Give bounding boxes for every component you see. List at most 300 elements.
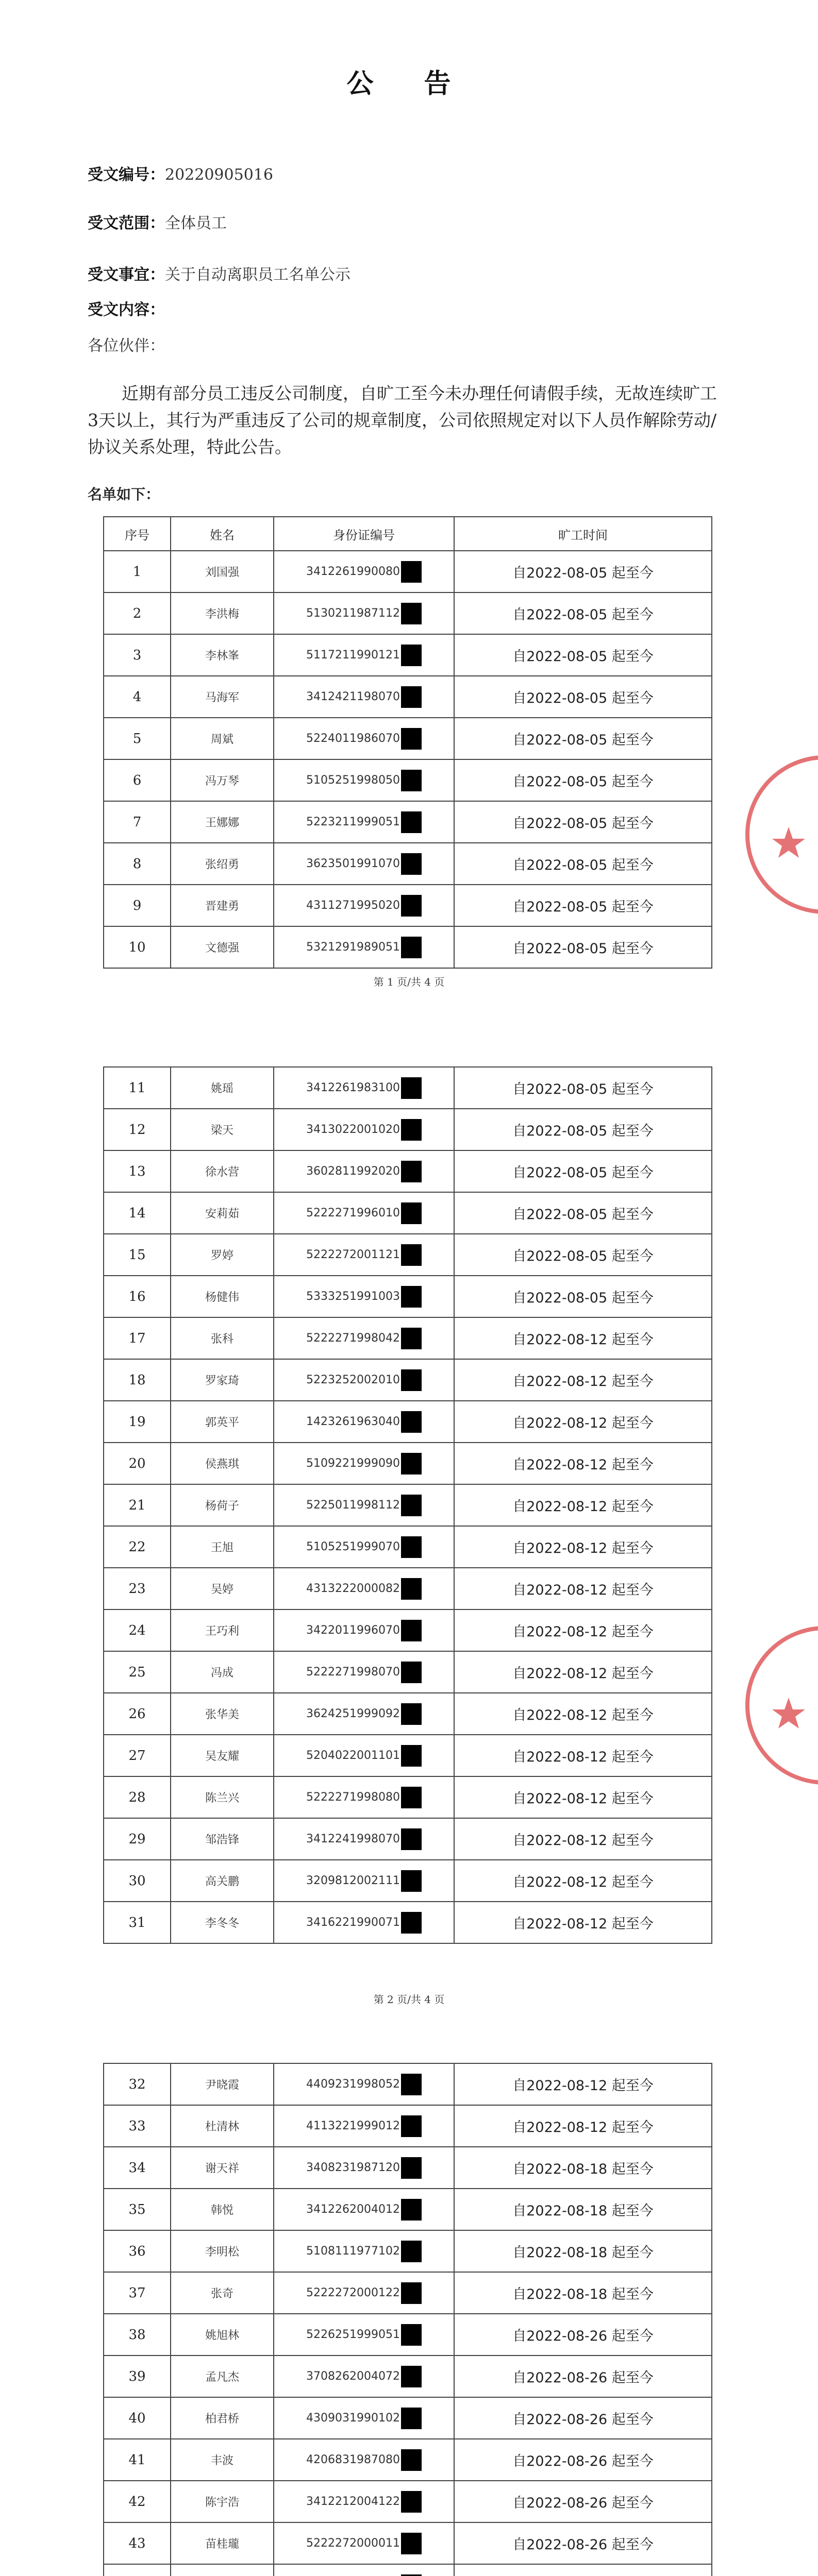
row-id-cell	[274, 1401, 454, 1443]
redaction-block	[401, 2241, 422, 2262]
row-seq: 13	[104, 1150, 171, 1192]
row-seq: 23	[104, 1568, 171, 1609]
row-id-number: 5222271998070	[306, 1666, 400, 1679]
row-name: 谢天祥	[171, 2147, 274, 2189]
table-header-row	[104, 517, 712, 551]
table-row	[104, 1276, 712, 1317]
row-id-cell	[274, 2481, 454, 2522]
row-id-cell	[274, 1234, 454, 1276]
row-id-number: 5222272000011	[306, 2537, 400, 2550]
row-seq	[104, 2564, 171, 2576]
row-id-number: 3209812002111	[306, 1874, 400, 1887]
row-seq: 21	[104, 1484, 171, 1526]
row-seq: 33	[104, 2105, 171, 2147]
table-row	[104, 2439, 712, 2481]
row-id-cell	[274, 1484, 454, 1526]
row-id-number: 5108111977102	[306, 2245, 400, 2258]
redaction-block	[401, 2533, 422, 2554]
row-seq: 5	[104, 718, 171, 759]
row-seq: 20	[104, 1443, 171, 1484]
employee-table-page-1	[103, 516, 712, 969]
table-row	[104, 2189, 712, 2230]
row-name: 安莉茹	[171, 1192, 274, 1234]
row-name: 韩悦	[171, 2189, 274, 2230]
row-name: 姚瑶	[171, 1067, 274, 1109]
row-absence-time: 自2022-08-05 起至今	[454, 551, 712, 592]
row-name: 王旭	[171, 1526, 274, 1568]
row-seq: 16	[104, 1276, 171, 1317]
row-id-number: 5321291989051	[306, 941, 400, 954]
redaction-block	[401, 2074, 422, 2095]
redaction-block	[401, 2408, 422, 2429]
row-name: 王娜娜	[171, 801, 274, 843]
row-name: 冯成	[171, 1651, 274, 1693]
row-seq: 31	[104, 1902, 171, 1943]
table-row	[104, 1818, 712, 1860]
table-row	[104, 1735, 712, 1776]
row-absence-time: 自2022-08-12 起至今	[454, 1651, 712, 1693]
row-name: 吴婷	[171, 1568, 274, 1609]
redaction-block	[401, 1286, 422, 1308]
redaction-block	[401, 1620, 422, 1641]
row-id-cell	[274, 2189, 454, 2230]
redaction-block	[401, 1244, 422, 1266]
row-id-cell	[274, 2147, 454, 2189]
row-seq: 30	[104, 1860, 171, 1902]
row-name: 晋建勇	[171, 885, 274, 926]
row-id-cell	[274, 1276, 454, 1317]
row-id-number: 4206831987080	[306, 2453, 400, 2466]
row-id-cell	[274, 801, 454, 843]
redaction-block	[401, 1870, 422, 1892]
row-id-number: 5105251999070	[306, 1540, 400, 1553]
redaction-block	[401, 770, 422, 791]
row-name: 尹晓霞	[171, 2063, 274, 2105]
header-name: 姓名	[171, 517, 274, 551]
scope-label: 受文范围：	[88, 214, 165, 232]
redaction-block	[401, 2324, 422, 2346]
row-id-number: 5105251998050	[306, 774, 400, 787]
row-name: 孟凡杰	[171, 2355, 274, 2397]
table-row	[104, 801, 712, 843]
row-absence-time: 自2022-08-05 起至今	[454, 885, 712, 926]
row-absence-time: 自2022-08-05 起至今	[454, 843, 712, 885]
redaction-block	[401, 2282, 422, 2304]
row-absence-time: 自2022-08-26 起至今	[454, 2397, 712, 2439]
row-name: 张奇	[171, 2272, 274, 2314]
row-name: 马海军	[171, 676, 274, 718]
row-absence-time	[454, 2564, 712, 2576]
row-absence-time: 自2022-08-26 起至今	[454, 2522, 712, 2564]
table-row	[104, 676, 712, 718]
row-absence-time: 自2022-08-26 起至今	[454, 2314, 712, 2355]
row-seq: 1	[104, 551, 171, 592]
row-absence-time: 自2022-08-05 起至今	[454, 801, 712, 843]
table-row	[104, 1317, 712, 1359]
redaction-block	[401, 811, 422, 833]
header-id: 身份证编号	[274, 517, 454, 551]
row-id-cell	[274, 634, 454, 676]
page-number-2: 第 2 页/共 4 页	[373, 1993, 445, 2006]
row-seq: 41	[104, 2439, 171, 2481]
table-row	[104, 718, 712, 759]
row-id-cell	[274, 2063, 454, 2105]
row-name: 周斌	[171, 718, 274, 759]
row-seq: 40	[104, 2397, 171, 2439]
table-row	[104, 1443, 712, 1484]
redaction-block	[401, 561, 422, 583]
row-seq: 2	[104, 592, 171, 634]
row-id-cell	[274, 1109, 454, 1150]
redaction-block	[401, 1662, 422, 1683]
row-name: 李洪梅	[171, 592, 274, 634]
row-id-number: 4313222000082	[306, 1582, 400, 1595]
row-id-number: 3412241998070	[306, 1833, 400, 1845]
row-id-cell	[274, 676, 454, 718]
row-absence-time: 自2022-08-05 起至今	[454, 1109, 712, 1150]
redaction-block	[401, 1328, 422, 1349]
redaction-block	[401, 895, 422, 917]
row-id-cell	[274, 1192, 454, 1234]
row-seq: 9	[104, 885, 171, 926]
redaction-block	[401, 1787, 422, 1808]
row-name: 陈宇浩	[171, 2481, 274, 2522]
row-seq: 3	[104, 634, 171, 676]
row-name: 杨健伟	[171, 1276, 274, 1317]
row-name: 张科	[171, 1317, 274, 1359]
redaction-block	[401, 645, 422, 666]
row-id-cell	[274, 2355, 454, 2397]
row-id-number: 5333251991003	[306, 1290, 400, 1303]
row-seq: 36	[104, 2230, 171, 2272]
row-id-cell	[274, 1317, 454, 1359]
row-id-number: 4113221999012	[306, 2120, 400, 2132]
table-row	[104, 2105, 712, 2147]
row-id-number: 3413022001020	[306, 1123, 400, 1136]
redaction-block	[401, 1828, 422, 1850]
row-seq: 28	[104, 1776, 171, 1818]
row-id-cell	[274, 1568, 454, 1609]
row-name: 邹浩锋	[171, 1818, 274, 1860]
table-row	[104, 634, 712, 676]
table-row	[104, 1693, 712, 1735]
table-row	[104, 2272, 712, 2314]
row-id-cell	[274, 592, 454, 634]
row-seq: 10	[104, 926, 171, 968]
table-row	[104, 1192, 712, 1234]
row-id-cell	[274, 1526, 454, 1568]
row-name: 李冬冬	[171, 1902, 274, 1943]
row-absence-time: 自2022-08-12 起至今	[454, 1860, 712, 1902]
row-name: 柏君桥	[171, 2397, 274, 2439]
row-id-cell	[274, 1359, 454, 1401]
list-label: 名单如下：	[88, 486, 160, 503]
redaction-block	[401, 1161, 422, 1182]
row-seq: 15	[104, 1234, 171, 1276]
row-id-cell	[274, 2439, 454, 2481]
row-absence-time: 自2022-08-12 起至今	[454, 1443, 712, 1484]
table-row	[104, 926, 712, 968]
row-id-cell	[274, 2397, 454, 2439]
row-seq: 6	[104, 759, 171, 801]
edge-seal-1	[742, 752, 818, 917]
row-absence-time: 自2022-08-26 起至今	[454, 2439, 712, 2481]
row-name: 侯燕琪	[171, 1443, 274, 1484]
row-seq: 12	[104, 1109, 171, 1150]
row-absence-time: 自2022-08-05 起至今	[454, 1067, 712, 1109]
row-name: 徐水营	[171, 1150, 274, 1192]
subject-line	[88, 265, 350, 285]
scope-line	[88, 213, 227, 234]
row-id-number: 3624251999092	[306, 1707, 400, 1720]
row-id-number: 5109221999090	[306, 1457, 400, 1470]
table-row	[104, 759, 712, 801]
table-row	[104, 843, 712, 885]
header-seq: 序号	[104, 517, 171, 551]
row-absence-time: 自2022-08-12 起至今	[454, 1568, 712, 1609]
header-time: 旷工时间	[454, 517, 712, 551]
table-row	[104, 2355, 712, 2397]
row-absence-time: 自2022-08-18 起至今	[454, 2147, 712, 2189]
table-row	[104, 2147, 712, 2189]
row-id-number: 5225011998112	[306, 1499, 400, 1512]
redaction-block	[401, 2157, 422, 2179]
row-name: 姚旭林	[171, 2314, 274, 2355]
greeting: 各位伙伴：	[88, 337, 165, 355]
redaction-block	[401, 1077, 422, 1099]
edge-seal-2	[742, 1623, 818, 1788]
row-absence-time: 自2022-08-12 起至今	[454, 1484, 712, 1526]
redaction-block	[401, 2574, 422, 2576]
row-id-cell	[274, 1735, 454, 1776]
employee-table-page-3	[103, 2063, 712, 2576]
row-seq: 34	[104, 2147, 171, 2189]
row-seq: 8	[104, 843, 171, 885]
row-id-cell	[274, 885, 454, 926]
table-row	[104, 1109, 712, 1150]
table-row	[104, 551, 712, 592]
row-id-cell	[274, 1776, 454, 1818]
table-row	[104, 2314, 712, 2355]
row-id-number: 3412261990080	[306, 565, 400, 578]
row-id-number: 5130211987112	[306, 607, 400, 620]
row-id-number: 3412261983100	[306, 1081, 400, 1094]
table-row	[104, 1234, 712, 1276]
row-absence-time: 自2022-08-05 起至今	[454, 926, 712, 968]
row-absence-time: 自2022-08-12 起至今	[454, 1902, 712, 1943]
table-row	[104, 2481, 712, 2522]
row-absence-time: 自2022-08-05 起至今	[454, 1192, 712, 1234]
row-seq: 7	[104, 801, 171, 843]
row-absence-time: 自2022-08-12 起至今	[454, 1818, 712, 1860]
row-id-number: 3412262004012	[306, 2203, 400, 2216]
redaction-block	[401, 1912, 422, 1934]
row-id-number: 3623501991070	[306, 857, 400, 870]
row-absence-time: 自2022-08-05 起至今	[454, 759, 712, 801]
row-id-number: 3708262004072	[306, 2370, 400, 2383]
row-absence-time: 自2022-08-12 起至今	[454, 1776, 712, 1818]
row-name: 李林峯	[171, 634, 274, 676]
row-name	[171, 2564, 274, 2576]
row-id-cell	[274, 1150, 454, 1192]
row-id-cell	[274, 2314, 454, 2355]
table-row	[104, 1526, 712, 1568]
row-absence-time: 自2022-08-05 起至今	[454, 718, 712, 759]
table-row	[104, 2397, 712, 2439]
redaction-block	[401, 728, 422, 750]
row-id-cell	[274, 2564, 454, 2576]
table-row	[104, 2230, 712, 2272]
row-name: 陈兰兴	[171, 1776, 274, 1818]
row-name: 刘国强	[171, 551, 274, 592]
table-row	[104, 1609, 712, 1651]
row-seq: 35	[104, 2189, 171, 2230]
redaction-block	[401, 1536, 422, 1558]
row-id-cell	[274, 2272, 454, 2314]
row-name: 丰波	[171, 2439, 274, 2481]
row-id-number: 4311271995020	[306, 899, 400, 912]
redaction-block	[401, 853, 422, 875]
row-name: 高关鹏	[171, 1860, 274, 1902]
row-id-number: 3408231987120	[306, 2161, 400, 2174]
row-id-number: 4309031990102	[306, 2412, 400, 2425]
redaction-block	[401, 2449, 422, 2471]
row-seq: 42	[104, 2481, 171, 2522]
row-name: 梁天	[171, 1109, 274, 1150]
row-absence-time: 自2022-08-26 起至今	[454, 2481, 712, 2522]
notice-body: 近期有部分员工违反公司制度，自旷工至今未办理任何请假手续，无故连续旷工3天以上，其行为严重违反了公司的规章制度，公司依照规定对以下人员作解除劳动/协议关系处理，特此公告。	[88, 383, 717, 457]
row-seq: 25	[104, 1651, 171, 1693]
row-id-number: 3412212004122	[306, 2495, 400, 2508]
row-absence-time: 自2022-08-12 起至今	[454, 1317, 712, 1359]
scope: 全体员工	[165, 214, 227, 232]
row-id-cell	[274, 1902, 454, 1943]
row-absence-time: 自2022-08-12 起至今	[454, 2063, 712, 2105]
row-id-number: 5222271998042	[306, 1332, 400, 1345]
row-id-number: 3422011996070	[306, 1624, 400, 1637]
row-seq: 11	[104, 1067, 171, 1109]
redaction-block	[401, 1453, 422, 1475]
row-name: 吴友耀	[171, 1735, 274, 1776]
row-name: 杨荷子	[171, 1484, 274, 1526]
row-id-cell	[274, 1067, 454, 1109]
table-row	[104, 2063, 712, 2105]
row-id-number: 5226251999051	[306, 2328, 400, 2341]
table-row	[104, 1651, 712, 1693]
row-id-cell	[274, 2105, 454, 2147]
row-id-cell	[274, 1818, 454, 1860]
row-name: 郭英平	[171, 1401, 274, 1443]
doc-number-line	[88, 165, 273, 185]
doc-number: 20220905016	[165, 166, 273, 184]
row-seq: 26	[104, 1693, 171, 1735]
redaction-block	[401, 1745, 422, 1767]
row-id-number: 4409231998052	[306, 2078, 400, 2091]
row-id-cell	[274, 843, 454, 885]
row-absence-time: 自2022-08-05 起至今	[454, 1150, 712, 1192]
row-absence-time: 自2022-08-18 起至今	[454, 2272, 712, 2314]
redaction-block	[401, 2115, 422, 2137]
row-id-cell	[274, 1860, 454, 1902]
table-row	[104, 1860, 712, 1902]
row-id-number: 5222272000122	[306, 2286, 400, 2299]
row-id-cell	[274, 2230, 454, 2272]
row-absence-time: 自2022-08-12 起至今	[454, 1693, 712, 1735]
row-seq: 14	[104, 1192, 171, 1234]
redaction-block	[401, 686, 422, 708]
row-absence-time: 自2022-08-12 起至今	[454, 1401, 712, 1443]
row-id-number: 5204022001101	[306, 1749, 400, 1762]
employee-table-page-2	[103, 1066, 712, 1944]
redaction-block	[401, 2491, 422, 2513]
row-absence-time: 自2022-08-05 起至今	[454, 1276, 712, 1317]
row-seq: 17	[104, 1317, 171, 1359]
content-line	[88, 300, 165, 320]
doc-number-label: 受文编号：	[88, 166, 165, 184]
redaction-block	[401, 1495, 422, 1516]
redaction-block	[401, 1703, 422, 1725]
row-absence-time: 自2022-08-26 起至今	[454, 2355, 712, 2397]
row-id-cell	[274, 2522, 454, 2564]
table-row	[104, 1484, 712, 1526]
row-absence-time: 自2022-08-05 起至今	[454, 1234, 712, 1276]
row-absence-time: 自2022-08-12 起至今	[454, 1735, 712, 1776]
row-name: 张绍勇	[171, 843, 274, 885]
row-seq: 19	[104, 1401, 171, 1443]
row-name: 文德强	[171, 926, 274, 968]
row-seq: 39	[104, 2355, 171, 2397]
page-title: 公 告	[346, 68, 472, 99]
row-absence-time: 自2022-08-12 起至今	[454, 1526, 712, 1568]
row-absence-time: 自2022-08-18 起至今	[454, 2230, 712, 2272]
row-id-number: 5222271996010	[306, 1207, 400, 1219]
table-row	[104, 592, 712, 634]
row-absence-time: 自2022-08-18 起至今	[454, 2189, 712, 2230]
row-id-cell	[274, 1651, 454, 1693]
table-row	[104, 1067, 712, 1109]
row-name: 王巧利	[171, 1609, 274, 1651]
row-id-number: 5224011986070	[306, 732, 400, 745]
row-id-number: 5117211990121	[306, 649, 400, 662]
subject-label: 受文事宜：	[88, 266, 165, 284]
row-id-number: 5222272001121	[306, 1248, 400, 1261]
row-id-cell	[274, 926, 454, 968]
table-row	[104, 1150, 712, 1192]
table-row	[104, 1776, 712, 1818]
redaction-block	[401, 1411, 422, 1433]
row-seq: 22	[104, 1526, 171, 1568]
redaction-block	[401, 937, 422, 958]
row-id-number: 1423261963040	[306, 1415, 400, 1428]
row-absence-time: 自2022-08-12 起至今	[454, 2105, 712, 2147]
table-row	[104, 1902, 712, 1943]
redaction-block	[401, 1369, 422, 1391]
redaction-block	[401, 1578, 422, 1600]
row-id-number: 5223252002010	[306, 1374, 400, 1386]
table-row	[104, 1568, 712, 1609]
row-id-number: 5223211999051	[306, 816, 400, 828]
redaction-block	[401, 603, 422, 624]
row-id-cell	[274, 759, 454, 801]
row-id-number: 3416221990071	[306, 1916, 400, 1929]
row-id-cell	[274, 551, 454, 592]
content-label: 受文内容：	[88, 301, 165, 319]
redaction-block	[401, 2366, 422, 2387]
row-absence-time: 自2022-08-05 起至今	[454, 634, 712, 676]
row-id-number: 3602811992020	[306, 1165, 400, 1178]
row-absence-time: 自2022-08-05 起至今	[454, 592, 712, 634]
row-seq: 4	[104, 676, 171, 718]
